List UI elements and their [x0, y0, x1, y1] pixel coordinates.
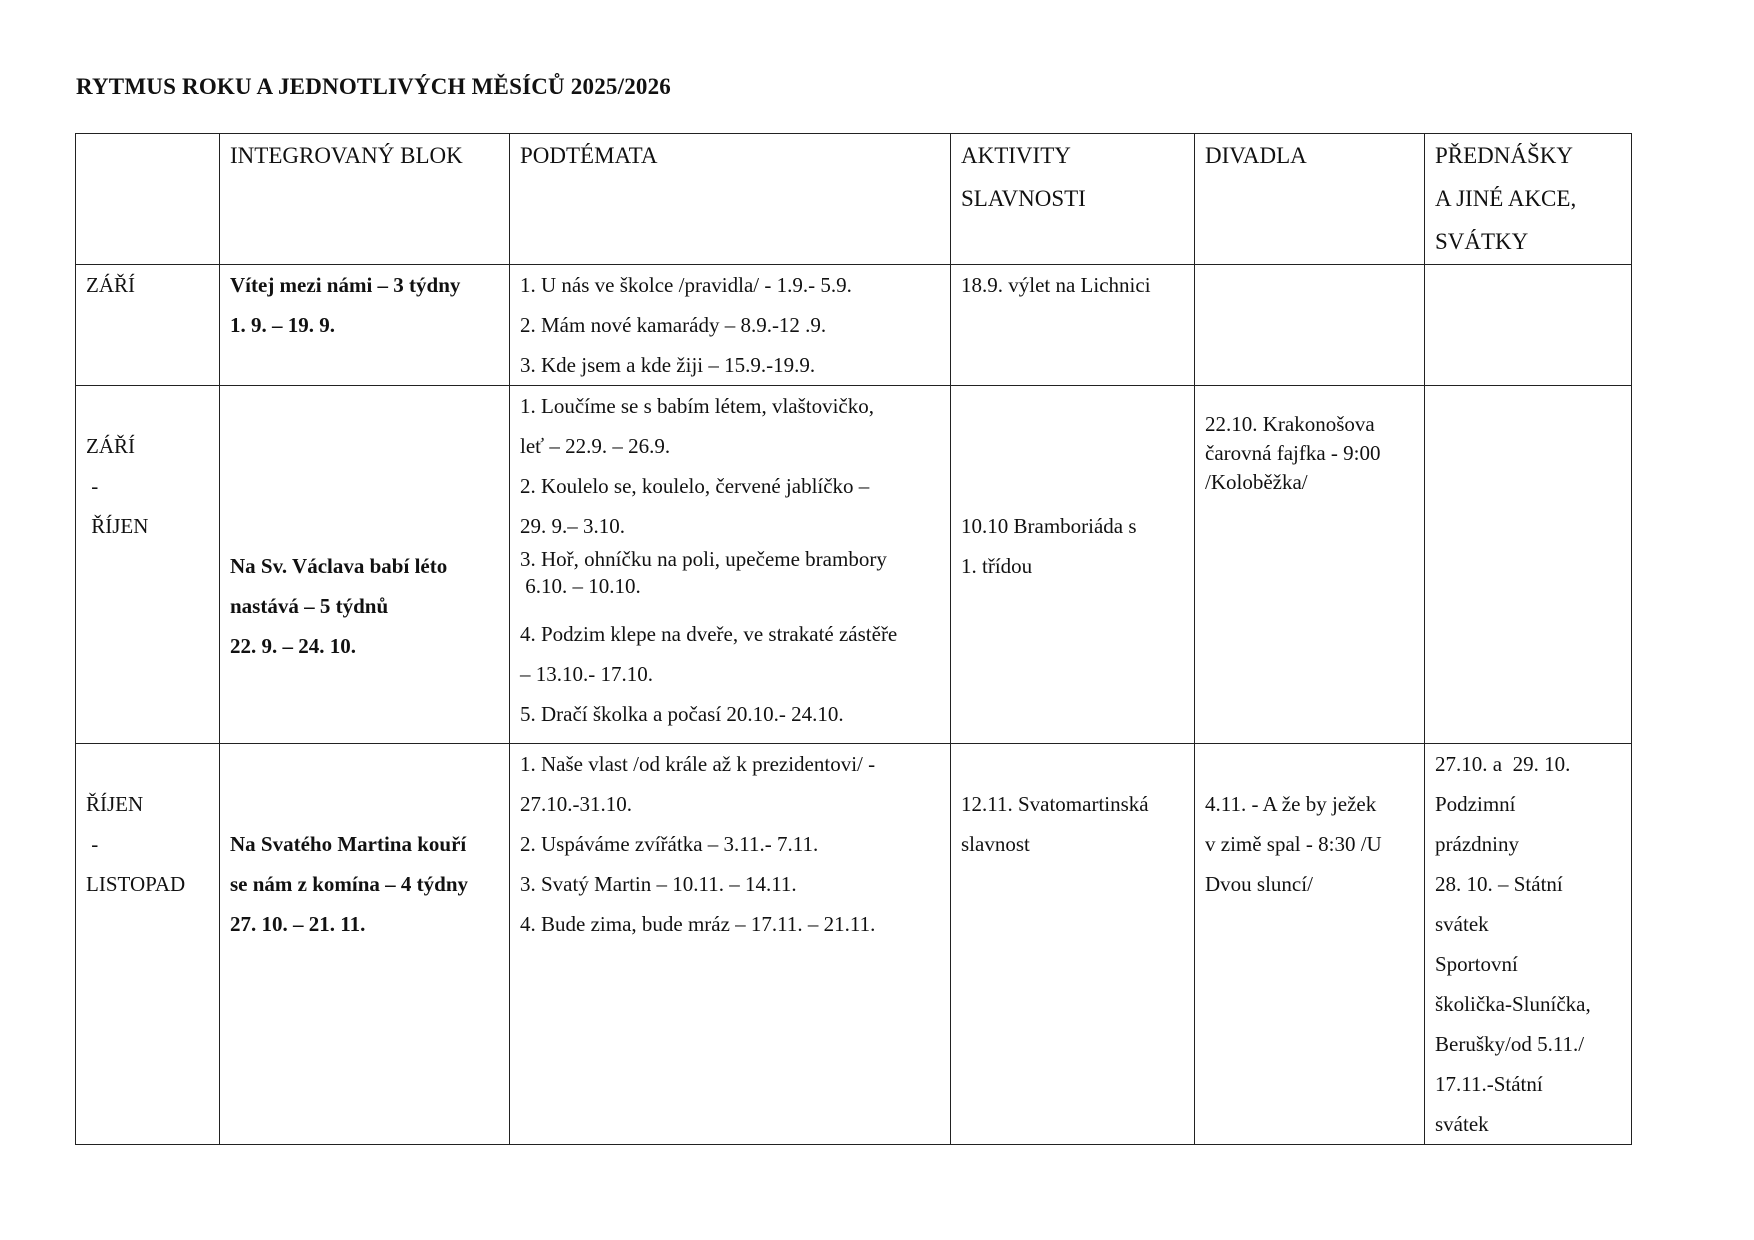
table-row — [76, 386, 1632, 744]
prednasky-line: Sportovní — [1435, 952, 1518, 976]
podtema-line: 29. 9.– 3.10. — [520, 514, 625, 538]
podtemata-cell — [510, 744, 951, 1145]
podtema-line: 6.10. – 10.10. — [520, 574, 641, 598]
schedule-table — [75, 133, 1632, 1145]
header-row — [76, 134, 1632, 265]
prednasky-line: 27.10. a 29. 10. — [1435, 752, 1571, 776]
blok-line: 22. 9. – 24. 10. — [230, 634, 356, 658]
aktivity-line: 18.9. výlet na Lichnici — [961, 273, 1151, 297]
prednasky-cell — [1425, 386, 1632, 744]
divadla-line: 22.10. Krakonošova — [1205, 412, 1375, 436]
podtema-line: 1. Naše vlast /od krále až k prezidentovi/ - — [520, 752, 876, 776]
month-cell — [76, 386, 220, 744]
header-prednasky-line: A JINÉ AKCE, — [1435, 186, 1577, 211]
prednasky-line: Podzimní — [1435, 792, 1516, 816]
podtema-line: 3. Svatý Martin – 10.11. – 14.11. — [520, 872, 797, 896]
header-month-cell — [76, 134, 220, 265]
podtema-line: leť – 22.9. – 26.9. — [520, 434, 671, 458]
prednasky-line: prázdniny — [1435, 832, 1519, 856]
blok-line: 27. 10. – 21. 11. — [230, 912, 366, 936]
prednasky-line: Berušky/od 5.11./ — [1435, 1032, 1585, 1056]
podtema-line: 1. Loučíme se s babím létem, vlaštovičko, — [520, 394, 875, 418]
podtema-line: 27.10.-31.10. — [520, 792, 632, 816]
blok-cell — [220, 386, 510, 744]
podtema-line: 1. U nás ve školce /pravidla/ - 1.9.- 5.9. — [520, 273, 852, 297]
aktivity-line: slavnost — [961, 832, 1030, 856]
page-title: RYTMUS ROKU A JEDNOTLIVÝCH MĚSÍCŮ 2025/2026 — [76, 74, 671, 99]
header-blok: INTEGROVANÝ BLOK — [220, 134, 510, 265]
month-label: ŘÍJEN — [86, 514, 149, 538]
prednasky-cell — [1425, 744, 1632, 1145]
blok-line: Na Sv. Václava babí léto — [230, 554, 448, 578]
table-row — [76, 265, 1632, 386]
month-separator: - — [86, 832, 99, 856]
podtema-line: 3. Hoř, ohníčku na poli, upečeme brambory — [520, 547, 887, 571]
podtema-line: 5. Dračí školka a počasí 20.10.- 24.10. — [520, 702, 844, 726]
prednasky-line: školička-Sluníčka, — [1435, 992, 1591, 1016]
header-prednasky — [1425, 134, 1632, 265]
blok-cell — [220, 744, 510, 1145]
podtema-line: 2. Uspáváme zvířátka – 3.11.- 7.11. — [520, 832, 819, 856]
divadla-line: Dvou sluncí/ — [1205, 872, 1313, 896]
month-cell — [76, 265, 220, 386]
header-prednasky-line: SVÁTKY — [1435, 229, 1529, 254]
divadla-line: /Koloběžka/ — [1205, 470, 1308, 494]
prednasky-line: 28. 10. – Státní — [1435, 872, 1563, 896]
podtemata-cell — [510, 386, 951, 744]
podtema-line: 3. Kde jsem a kde žiji – 15.9.-19.9. — [520, 353, 816, 377]
prednasky-line: svátek — [1435, 1112, 1489, 1136]
blok-line: nastává – 5 týdnů — [230, 594, 389, 618]
podtemata-cell — [510, 265, 951, 386]
aktivity-cell — [951, 386, 1195, 744]
header-aktivity-line: AKTIVITY — [961, 143, 1071, 168]
month-label: LISTOPAD — [86, 872, 186, 896]
blok-line: Na Svatého Martina kouří — [230, 832, 467, 856]
podtema-line: 2. Mám nové kamarády – 8.9.-12 .9. — [520, 313, 827, 337]
podtema-line: 4. Bude zima, bude mráz – 17.11. – 21.11. — [520, 912, 876, 936]
month-label: ZÁŘÍ — [86, 273, 135, 297]
aktivity-cell — [951, 744, 1195, 1145]
blok-line: se nám z komína – 4 týdny — [230, 872, 469, 896]
month-label: ZÁŘÍ — [86, 434, 135, 458]
aktivity-cell — [951, 265, 1195, 386]
podtema-line: 4. Podzim klepe na dveře, ve strakaté zástěře — [520, 622, 898, 646]
prednasky-cell — [1425, 265, 1632, 386]
blok-line: Vítej mezi námi – 3 týdny — [230, 273, 461, 297]
blok-cell — [220, 265, 510, 386]
aktivity-line: 12.11. Svatomartinská — [961, 792, 1149, 816]
aktivity-line: 1. třídou — [961, 554, 1033, 578]
divadla-line: 4.11. - A že by ježek — [1205, 792, 1377, 816]
divadla-line: v zimě spal - 8:30 /U — [1205, 832, 1382, 856]
header-aktivity — [951, 134, 1195, 265]
header-podtemata: PODTÉMATA — [510, 134, 951, 265]
header-aktivity-line: SLAVNOSTI — [961, 186, 1086, 211]
header-prednasky-line: PŘEDNÁŠKY — [1435, 143, 1574, 168]
month-separator: - — [86, 474, 99, 498]
divadla-cell — [1195, 265, 1425, 386]
podtema-line: – 13.10.- 17.10. — [520, 662, 653, 686]
month-cell — [76, 744, 220, 1145]
divadla-cell — [1195, 386, 1425, 744]
divadla-cell — [1195, 744, 1425, 1145]
podtema-line: 2. Koulelo se, koulelo, červené jablíčko – — [520, 474, 870, 498]
header-divadla: DIVADLA — [1195, 134, 1425, 265]
prednasky-line: svátek — [1435, 912, 1489, 936]
divadla-line: čarovná fajfka - 9:00 — [1205, 441, 1381, 465]
month-label: ŘÍJEN — [86, 792, 144, 816]
aktivity-line: 10.10 Bramboriáda s — [961, 514, 1137, 538]
blok-line: 1. 9. – 19. 9. — [230, 313, 335, 337]
table-row — [76, 744, 1632, 1145]
prednasky-line: 17.11.-Státní — [1435, 1072, 1543, 1096]
